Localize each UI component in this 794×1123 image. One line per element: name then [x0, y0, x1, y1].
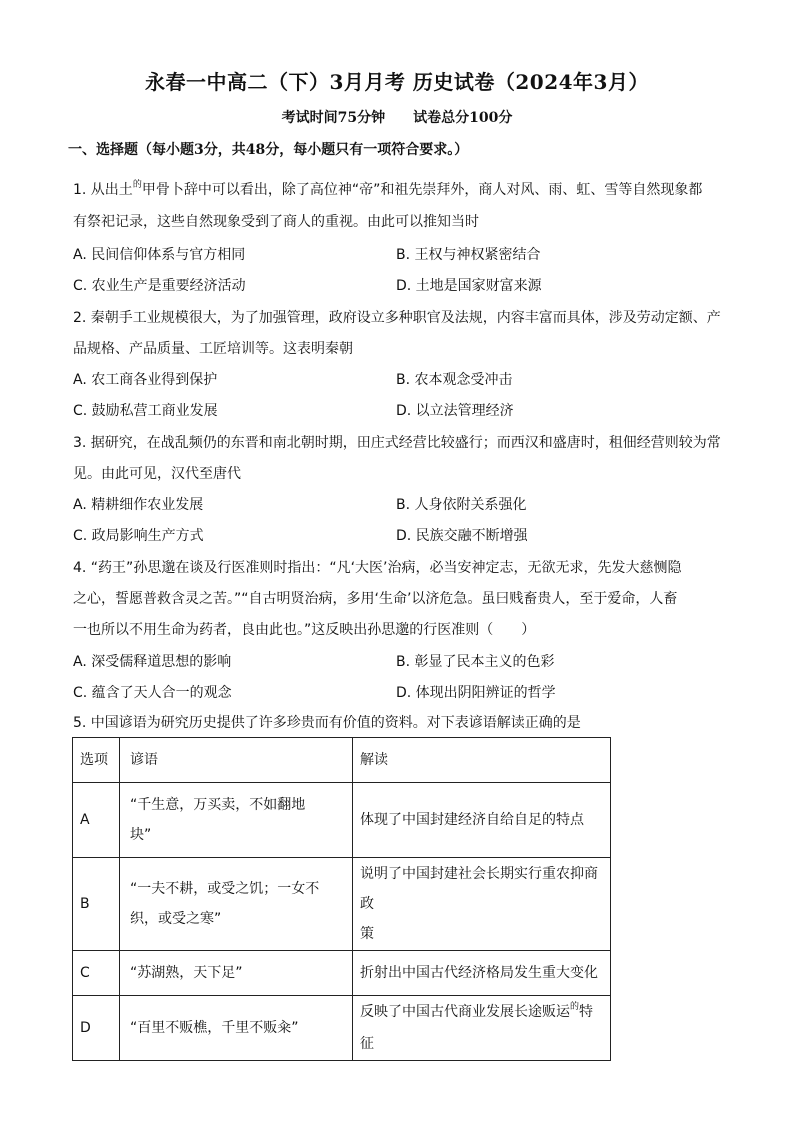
question-3-line-1: 3. 据研究，在战乱频仍的东晋和南北朝时期，田庄式经营比较盛行；而西汉和盛唐时，租佃经营则较为常 — [73, 435, 721, 451]
question-4-option-c: C. 蕴含了天人合一的观念 — [73, 685, 232, 701]
row-meaning: 折射出中国古代经济格局发生重大变化 — [353, 951, 611, 996]
exam-title: 永春一中高二（下）3月月考 历史试卷（2024年3月） — [145, 70, 649, 94]
proverb-table — [72, 737, 611, 1061]
question-3-option-a: A. 精耕细作农业发展 — [73, 497, 204, 513]
header-proverb: 谚语 — [120, 738, 353, 783]
exam-score: 试卷总分100分 — [413, 110, 513, 126]
row-meaning: 说明了中国封建社会长期实行重农抑商政 策 — [353, 858, 611, 951]
question-4-option-d: D. 体现出阴阳辨证的哲学 — [396, 685, 556, 701]
question-1-option-c: C. 农业生产是重要经济活动 — [73, 278, 246, 294]
question-1-option-b: B. 王权与神权紧密结合 — [396, 247, 541, 263]
row-proverb: “苏湖熟，天下足” — [120, 951, 353, 996]
row-proverb: “百里不贩樵，千里不贩籴” — [120, 996, 353, 1061]
row-proverb: “千生意，万买卖，不如翻地 块” — [120, 783, 353, 858]
row-proverb: “一夫不耕，或受之饥；一女不 织，或受之寒” — [120, 858, 353, 951]
superscript-char: 的 — [570, 1002, 580, 1012]
table-header-row — [73, 738, 611, 783]
question-4-line-2: 之心，誓愿普救含灵之苦。”“自古明贤治病，多用‘生命’以济危急。虽曰贱畜贵人，至于爱命，人畜 — [73, 591, 678, 607]
row-option: D — [73, 996, 120, 1061]
table-row — [73, 783, 611, 858]
question-2-option-d: D. 以立法管理经济 — [396, 403, 514, 419]
section-title: 一、选择题（每小题3分，共48分，每小题只有一项符合要求。） — [68, 142, 469, 158]
question-4-option-a: A. 深受儒释道思想的影响 — [73, 654, 232, 670]
question-2-option-a: A. 农工商各业得到保护 — [73, 372, 218, 388]
header-meaning: 解读 — [353, 738, 611, 783]
question-2-line-2: 品规格、产品质量、工匠培训等。这表明秦朝 — [73, 341, 353, 357]
question-3-option-b: B. 人身依附关系强化 — [396, 497, 527, 513]
exam-time: 考试时间75分钟 — [281, 110, 386, 126]
question-2-option-b: B. 农本观念受冲击 — [396, 372, 513, 388]
row-meaning: 反映了中国古代商业发展长途贩运$^的$特征 — [353, 996, 611, 1061]
question-1-option-d: D. 土地是国家财富来源 — [396, 278, 542, 294]
row-option: C — [73, 951, 120, 996]
row-option: A — [73, 783, 120, 858]
question-3-option-d: D. 民族交融不断增强 — [396, 528, 528, 544]
question-2-option-c: C. 鼓励私营工商业发展 — [73, 403, 218, 419]
header-option: 选项 — [73, 738, 120, 783]
row-option: B — [73, 858, 120, 951]
question-2-line-1: 2. 秦朝手工业规模很大，为了加强管理，政府设立多种职官及法规，内容丰富而具体，涉及劳动定额、产 — [73, 310, 721, 326]
table-row — [73, 996, 611, 1061]
table-row — [73, 858, 611, 951]
question-4-line-1: 4. “药王”孙思邈在谈及行医准则时指出：“凡‘大医’治病，必当安神定志，无欲无求，先发大慈恻隐 — [73, 560, 682, 576]
question-3-option-c: C. 政局影响生产方式 — [73, 528, 204, 544]
question-5-line-1: 5. 中国谚语为研究历史提供了许多珍贵而有价值的资料。对下表谚语解读正确的是 — [73, 715, 581, 731]
question-1-line-2: 有祭祀记录，这些自然现象受到了商人的重视。由此可以推知当时 — [73, 214, 479, 230]
question-1-option-a: A. 民间信仰体系与官方相同 — [73, 247, 246, 263]
question-4-option-b: B. 彰显了民本主义的色彩 — [396, 654, 555, 670]
row-meaning: 体现了中国封建经济自给自足的特点 — [353, 783, 611, 858]
exam-info — [0, 107, 794, 127]
question-4-line-3: 一也所以不用生命为药者，良由此也。”这反映出孙思邈的行医准则（ ） — [73, 622, 536, 638]
table-row — [73, 951, 611, 996]
question-1-line-1: 1. 从出土$^的$甲骨卜辞中可以看出，除了高位神“帝”和祖先崇拜外，商人对风、雨、虹、雪等自然现象都 — [73, 180, 703, 198]
question-3-line-2: 见。由此可见，汉代至唐代 — [73, 466, 241, 482]
superscript-char: 的 — [132, 180, 142, 190]
